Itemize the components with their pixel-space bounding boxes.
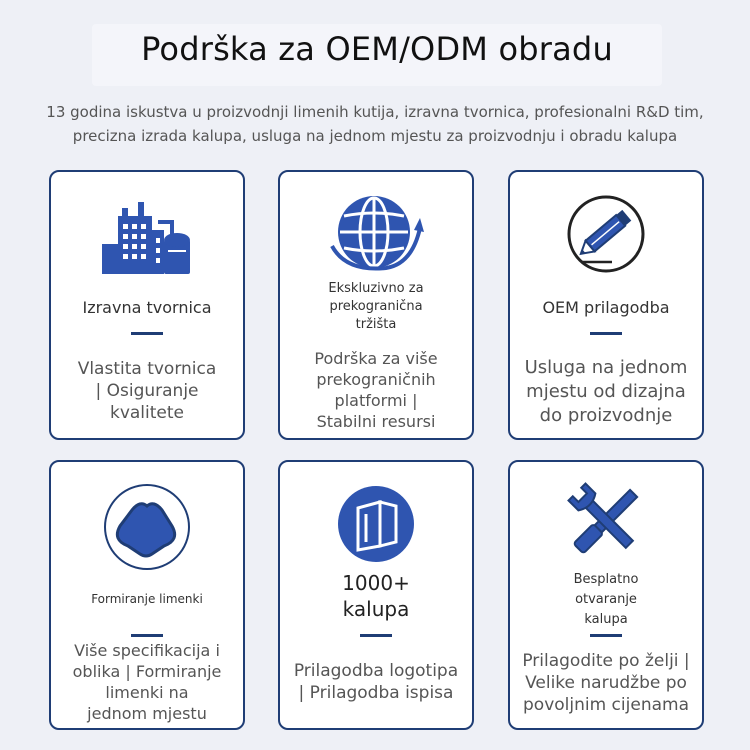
- heart-tin-icon: [102, 482, 192, 572]
- label-line: otvaranje: [575, 592, 637, 607]
- label-line: prekogranična: [329, 299, 423, 314]
- factory-icon: [102, 194, 192, 274]
- card-divider: [590, 332, 622, 335]
- card-cross-border: [278, 170, 474, 440]
- label-line: kalupa: [342, 597, 410, 621]
- card-label: [288, 570, 464, 622]
- desc-line: povoljnim cijenama: [523, 695, 689, 715]
- card-description: [61, 640, 233, 724]
- subtitle-line-2: precizna izrada kalupa, usluga na jednom mjestu za proizvodnju i obradu kalupa: [72, 127, 678, 145]
- subtitle-line-1: 13 godina iskustva u proizvodnji limenih kutija, izravna tvornica, profesionalni R&D tim,: [46, 103, 704, 121]
- pencil-icon: [564, 192, 648, 276]
- card-label: Izravna tvornica: [82, 298, 212, 317]
- card-divider: [131, 634, 163, 637]
- desc-line: | Osiguranje: [95, 381, 199, 401]
- card-molds: [278, 460, 474, 730]
- card-label: Formiranje limenki: [91, 592, 203, 606]
- card-oem-customization: [508, 170, 704, 440]
- card-free-mold-opening: [508, 460, 704, 730]
- page-subtitle: [6, 100, 744, 148]
- label-line: Besplatno: [573, 572, 639, 587]
- label-line: 1000+: [342, 571, 410, 595]
- desc-line: Prilagodite po želji |: [522, 651, 690, 671]
- label-line: kalupa: [584, 612, 628, 627]
- label-line: tržišta: [355, 317, 397, 332]
- card-tin-forming: [49, 460, 245, 730]
- card-divider: [131, 332, 163, 335]
- tools-icon: [561, 478, 651, 564]
- desc-line: kvalitete: [109, 403, 185, 423]
- desc-line: oblika | Formiranje: [72, 662, 222, 681]
- desc-line: jednom mjestu: [87, 704, 207, 723]
- card-description: [520, 356, 692, 428]
- desc-line: do proizvodnje: [539, 405, 673, 426]
- card-direct-factory: [49, 170, 245, 440]
- card-label: [518, 570, 694, 630]
- card-description: [290, 348, 462, 432]
- desc-line: Vlastita tvornica: [77, 359, 217, 379]
- card-divider: [590, 634, 622, 637]
- card-description: [290, 660, 462, 704]
- card-label: OEM prilagodba: [542, 298, 670, 317]
- globe-icon: [326, 188, 426, 278]
- label-line: Ekskluzivno za: [328, 281, 424, 296]
- desc-line: Usluga na jednom: [524, 357, 688, 378]
- desc-line: Podrška za više: [314, 349, 438, 368]
- desc-line: Velike narudžbe po: [525, 673, 687, 693]
- page-title: Podrška za OEM/ODM obradu: [141, 30, 613, 68]
- desc-line: platformi |: [334, 391, 418, 410]
- desc-line: Stabilni resursi: [316, 412, 436, 431]
- card-divider: [360, 634, 392, 637]
- desc-line: mjestu od dizajna: [526, 381, 686, 402]
- card-description: [520, 650, 692, 716]
- mold-icon: [336, 484, 416, 564]
- desc-line: limenki na: [105, 683, 189, 702]
- desc-line: | Prilagodba ispisa: [298, 683, 454, 703]
- desc-line: Više specifikacija i: [74, 641, 220, 660]
- card-label: [288, 280, 464, 334]
- card-description: [61, 358, 233, 424]
- desc-line: prekograničnih: [316, 370, 436, 389]
- desc-line: Prilagodba logotipa: [293, 661, 459, 681]
